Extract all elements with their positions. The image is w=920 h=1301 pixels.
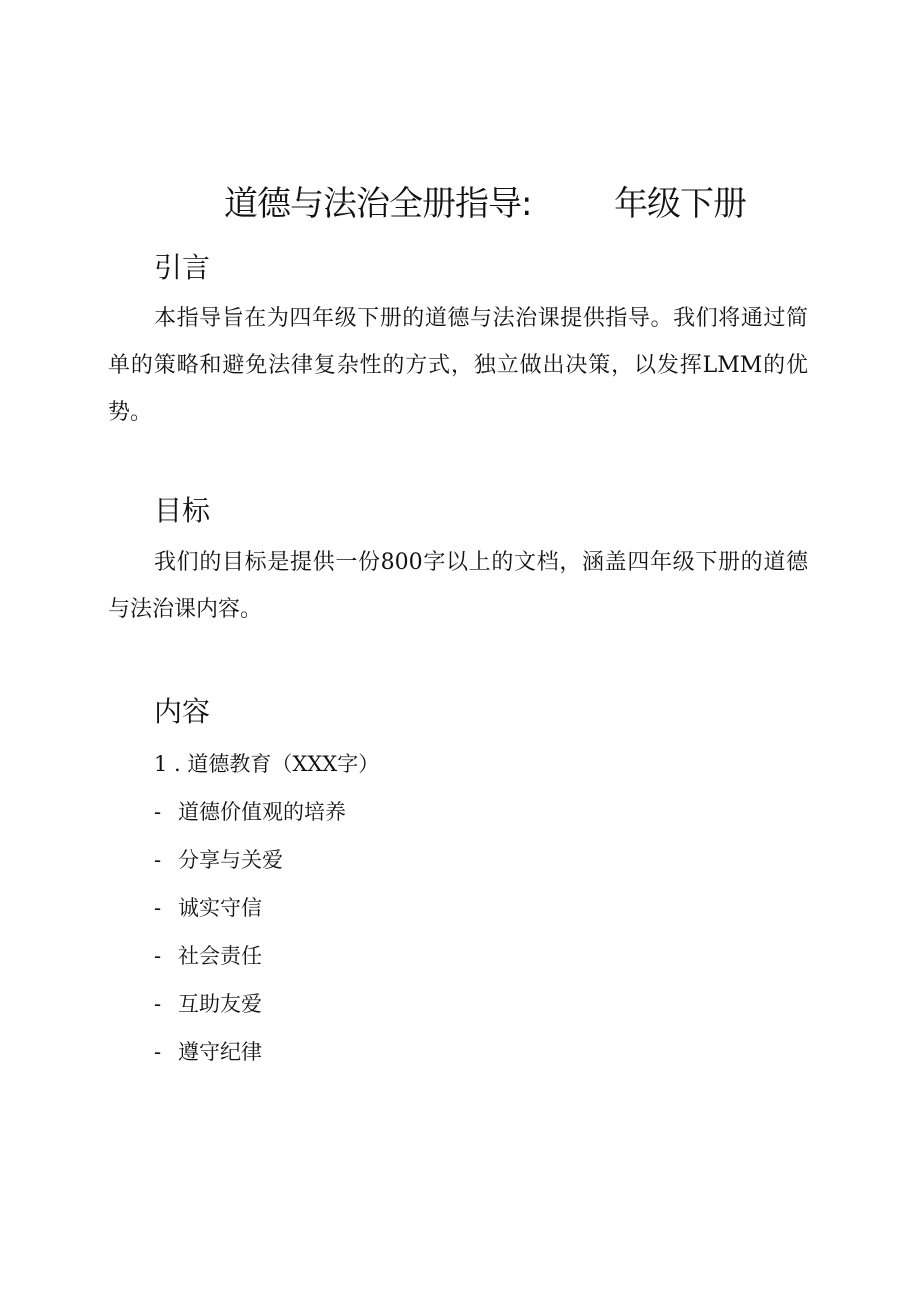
dash-bullet: - [154,1040,162,1064]
document-title-left: 道德与法治全册指导: [224,184,532,224]
list-item [154,788,379,836]
list-item-text: 互助友爱 [178,992,262,1016]
document-title [0,176,920,232]
dash-bullet: - [154,848,162,872]
section-heading-content: 内容 [154,695,211,728]
dash-bullet: - [154,800,162,824]
content-item-title: 1 . 道德教育（XXX字） [154,752,380,776]
content-list [154,740,379,1076]
list-item-text: 诚实守信 [178,896,262,920]
intro-paragraph: 本指导旨在为四年级下册的道德与法治课提供指导。我们将通过简单的策略和避免法律复杂性的方式，独立做出决策，以发挥LMM的优势。 [108,306,808,425]
list-item [154,836,379,884]
list-item-text: 道德价值观的培养 [178,800,346,824]
dash-bullet: - [154,944,162,968]
list-item [154,884,379,932]
list-item [154,932,379,980]
list-item-text: 遵守纪律 [178,1040,262,1064]
dash-bullet: - [154,896,162,920]
list-item-text: 分享与关爱 [178,848,283,872]
section-heading-intro: 引言 [154,251,211,284]
dash-bullet: - [154,992,162,1016]
goal-paragraph: 我们的目标是提供一份800字以上的文档，涵盖四年级下册的道德与法治课内容。 [108,550,808,622]
list-item-text: 社会责任 [178,944,262,968]
document-title-right: 年级下册 [614,184,746,224]
list-item [154,980,379,1028]
section-heading-goal: 目标 [154,494,211,527]
list-item [154,1028,379,1076]
